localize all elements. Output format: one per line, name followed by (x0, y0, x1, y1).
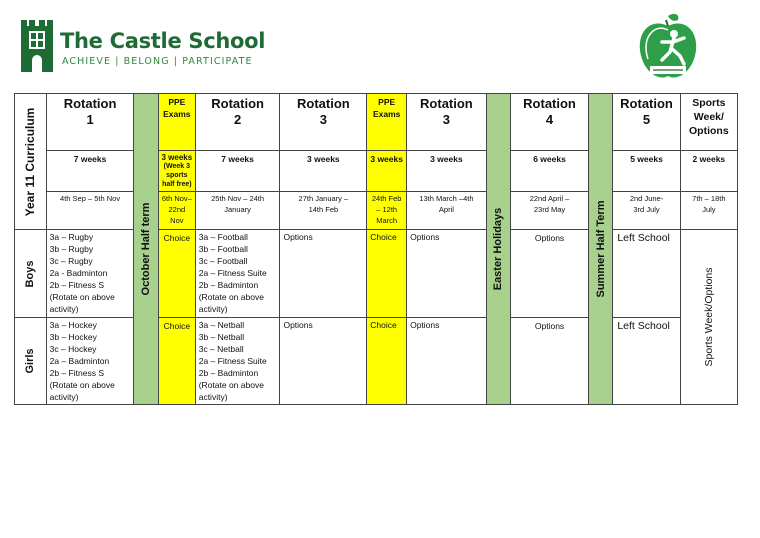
boys-rotation-2 (195, 230, 280, 317)
year11-curriculum-label-cell (15, 94, 47, 230)
activity-line: activity) (49, 391, 79, 402)
activity-line: activity) (49, 304, 79, 315)
ppe-title: PPE (168, 97, 186, 107)
header-rotation-2 (195, 94, 280, 151)
dates-line: 6th Nov– (161, 194, 192, 204)
activity-line: activity) (198, 304, 228, 315)
boys-rotation-5: Left School (613, 230, 680, 317)
sports-title-3: Options (689, 125, 729, 137)
activity-line: 2a - Badminton (49, 268, 108, 279)
activity-line: 2b – Fitness S (49, 367, 104, 378)
activity-line: (Rotate on above (198, 379, 264, 390)
header-sports-week (680, 94, 737, 151)
sports-title: Sports (692, 97, 726, 109)
activity-line: 2a – Fitness Suite (198, 355, 267, 366)
weeks-rotation-2: 7 weeks (195, 151, 280, 192)
dates-line: Nov (170, 216, 184, 226)
header-rotation-3b (407, 94, 487, 151)
activity-line: 2b – Badminton (198, 367, 259, 378)
rotation-number: 3 (319, 112, 327, 127)
girls-rotation-5: Left School (613, 317, 680, 404)
ppe-title: PPE (378, 97, 396, 107)
boys-rotation-3: Options (280, 230, 367, 317)
header-ppe-exams-1 (158, 94, 195, 151)
header-rotation-3 (280, 94, 367, 151)
dates-rotation-3 (280, 192, 367, 230)
rotation-title: Rotation (297, 96, 350, 111)
activity-line: 3c – Football (198, 256, 248, 267)
dates-ppe-1 (158, 192, 195, 230)
activity-line: 2a – Badminton (49, 355, 110, 366)
rotation-number: 3 (442, 112, 451, 127)
dates-rotation-1: 4th Sep – 5th Nov (46, 192, 134, 230)
sports-week-options-label: Sports Week/Options (702, 267, 715, 367)
boys-rotation-4: Options (511, 230, 589, 317)
sports-title-2: Week/ (693, 111, 724, 123)
activity-line: 3b – Rugby (49, 244, 94, 255)
girls-label-cell (15, 317, 47, 404)
dates-line: 24th Feb (371, 194, 402, 204)
dates-ppe-2 (367, 192, 407, 230)
girls-rotation-4: Options (511, 317, 589, 404)
summer-half-term-label: Summer Half Term (594, 200, 607, 298)
dates-line: January (224, 205, 251, 215)
weeks-line: 3 weeks (161, 153, 193, 163)
weeks-sports-week: 2 weeks (680, 151, 737, 192)
rotation-title: Rotation (523, 96, 576, 111)
rotation-number: 1 (86, 112, 94, 127)
boys-ppe-2: Choice (367, 230, 407, 317)
activity-line: 3b – Netball (198, 331, 245, 342)
dates-line: 22nd April – (529, 194, 570, 204)
october-half-term-cell (134, 94, 159, 405)
activity-line: 2a – Fitness Suite (198, 268, 267, 279)
activity-line: 3a – Football (198, 232, 248, 243)
activity-line: 2b – Badminton (198, 280, 259, 291)
boys-ppe-1: Choice (158, 230, 195, 317)
activity-line: 3a – Hockey (49, 319, 97, 330)
activity-line: 2b – Fitness S (49, 280, 104, 291)
rotation-title: Rotation (63, 96, 117, 111)
girls-rotation-3: Options (280, 317, 367, 404)
rotation-number: 4 (545, 112, 554, 127)
weeks-rotation-3: 3 weeks (280, 151, 367, 192)
summer-half-term-cell (588, 94, 613, 405)
dates-line: 2nd June- (629, 194, 664, 204)
weeks-line: (Week 3 (163, 163, 191, 171)
dates-line: 3rd July (633, 205, 660, 215)
girls-rotation-1 (46, 317, 134, 404)
activity-line: 3b – Hockey (49, 331, 97, 342)
boys-rotation-1 (46, 230, 134, 317)
weeks-rotation-4: 6 weeks (511, 151, 589, 192)
weeks-line: sports (166, 172, 188, 180)
rotation-number: 2 (233, 112, 242, 127)
school-name: The Castle School (60, 29, 266, 53)
weeks-rotation-3b: 3 weeks (407, 151, 487, 192)
school-tagline: ACHIEVE | BELONG | PARTICIPATE (62, 56, 253, 67)
dates-line: 7th – 18th (692, 194, 726, 204)
year11-pe-timetable (14, 93, 738, 405)
activity-line: activity) (198, 391, 228, 402)
dates-line: – 12th (376, 205, 398, 215)
dates-line: 13th March –4th (419, 194, 474, 204)
boys-label-cell (15, 230, 47, 317)
dates-line: 14th Feb (308, 205, 339, 215)
dates-rotation-4 (511, 192, 589, 230)
easter-holidays-cell (486, 94, 511, 405)
girls-rotation-2 (195, 317, 280, 404)
dates-line: 22nd (168, 205, 186, 215)
dates-line: July (702, 205, 716, 215)
rotation-title: Rotation (620, 96, 673, 111)
header-rotation-4 (511, 94, 589, 151)
october-half-term-label: October Half term (140, 202, 153, 296)
activity-line: (Rotate on above (49, 379, 115, 390)
girls-label: Girls (24, 348, 37, 374)
ppe-subtitle: Exams (163, 109, 191, 119)
girls-ppe-2: Choice (367, 317, 407, 404)
sports-week-options-cell (680, 230, 737, 405)
weeks-rotation-1: 7 weeks (46, 151, 134, 192)
rotation-title: Rotation (211, 96, 264, 111)
activity-line: (Rotate on above (198, 292, 264, 303)
activity-line: 3a – Rugby (49, 232, 94, 243)
ppe-subtitle: Exams (372, 109, 401, 119)
weeks-rotation-5: 5 weeks (613, 151, 680, 192)
dates-rotation-3b (407, 192, 487, 230)
activity-line: 3c – Netball (198, 343, 244, 354)
apple-runner-crest-icon (634, 12, 702, 84)
dates-rotation-5 (613, 192, 680, 230)
dates-line: 27th January – (298, 194, 349, 204)
year11-curriculum-label: Year 11 Curriculum (23, 107, 38, 217)
activity-line: 3b – Football (198, 244, 248, 255)
weeks-line: half free) (162, 181, 192, 189)
dates-line: 23rd May (533, 205, 566, 215)
activity-line: 3c – Hockey (49, 343, 97, 354)
dates-line: 25th Nov – 24th (211, 194, 265, 204)
dates-line: April (438, 205, 454, 215)
rotation-number: 5 (642, 112, 651, 127)
dates-line: March (376, 216, 398, 226)
header-rotation-1 (46, 94, 134, 151)
girls-rotation-3b: Options (407, 317, 487, 404)
girls-ppe-1: Choice (158, 317, 195, 404)
boys-rotation-3b: Options (407, 230, 487, 317)
dates-sports-week (680, 192, 737, 230)
weeks-ppe-2: 3 weeks (367, 151, 407, 192)
easter-holidays-label: Easter Holidays (492, 207, 505, 291)
activity-line: (Rotate on above (49, 292, 115, 303)
header-rotation-5 (613, 94, 680, 151)
castle-icon (20, 20, 54, 72)
activity-line: 3a – Netball (198, 319, 245, 330)
boys-label: Boys (24, 260, 37, 287)
weeks-ppe-1 (158, 151, 195, 192)
activity-line: 3c – Rugby (49, 256, 93, 267)
header-ppe-exams-2 (367, 94, 407, 151)
dates-rotation-2 (195, 192, 280, 230)
rotation-title: Rotation (420, 96, 473, 111)
